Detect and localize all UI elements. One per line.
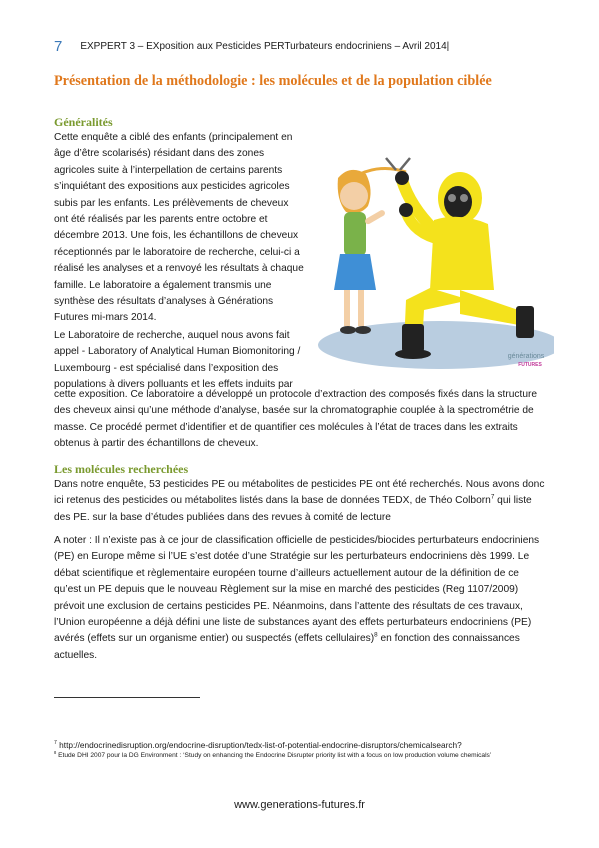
hazmat-illustration xyxy=(310,150,554,374)
footnote-7 xyxy=(54,740,548,750)
illustration-caption-line1: générations xyxy=(507,353,545,360)
paragraph-laboratoire-narrow: Le Laboratoire de recherche, auquel nous avons fait appel - Laboratory of Analytical Human Biomonitoring / Luxembourg - est spécialisé dans l’exposition des populations à divers polluants et les effets induits par xyxy=(54,330,301,391)
footnote-ref-7[interactable]: 7 xyxy=(490,494,495,502)
paragraph-generalites-1: Cette enquête a ciblé des enfants (principalement en âge d’être scolarisés) résidant dans des zones agricoles suite à l’interpellation de certains parents s’inquiétant des expositions aux pesticides agricoles subis par les enfants. Les prélèvements de cheveux ont été réalisés par les parents entre octobre et décembre 2013. Une fois, les échantillons de cheveux réceptionnés par le laboratoire de recherche, celui-ci a réalisé les analyses et a renvoyé les résultats à chaque famille. Le laboratoire a également transmis une synthèse des résultats d’analyses à Générations Futures mi-mars 2014. xyxy=(54,132,304,324)
footer-website[interactable]: www.generations-futures.fr xyxy=(234,799,365,811)
footnote-8-number: 8 xyxy=(54,749,57,755)
footnote-7-number: 7 xyxy=(54,740,57,747)
paragraph-molecules-1-text-b: qui liste des PE. sur la base d’études publiées dans des revues à comité de lecture xyxy=(54,495,532,523)
illustration-caption-line2: FUTURES xyxy=(518,362,542,368)
page-header xyxy=(54,36,554,53)
illustration-image xyxy=(310,150,554,374)
paragraph-note-text-b: en fonction des connaissances actuelles. xyxy=(54,633,520,661)
footnote-8-text: Etude DHI 2007 pour la DG Environment : ‘Study on enhancing the Endocrine Disrupter priority list with a focus on low production volume chemicals’ xyxy=(56,752,492,759)
paragraph-note xyxy=(54,533,548,664)
running-title: EXPPERT 3 – EXposition aux Pesticides PERTurbateurs endocriniens – Avril 2014| xyxy=(80,41,450,52)
paragraph-molecules-1-text-a: Dans notre enquête, 53 pesticides PE ou métabolites de pesticides PE ont été recherchés. Nous avons donc ici retenus des pesticides ou métabolites listés dans la base de données TEDX, de Théo Colborn xyxy=(54,479,545,507)
paragraph-note-text-a: A noter : Il n’existe pas à ce jour de classification officielle de pesticides/biocides perturbateurs endocriniens (PE) en Europe même si l’UE s’est dotée d’une Stratégie sur les perturbateurs endocriniens dès 1999. Le débat scientifique et règlementaire européen tourne d’ailleurs actuellement autour de la définition de ce qu’est un PE depuis que le nouveau Règlement sur la mise en marché des pesticides (Reg 1107/2009) prévoit une exclusion de certains pesticides PE. Néanmoins, dans l’attente des résultats de ces travaux, l’Union européenne a déjà défini une liste de substances ayant des effets perturbateurs endocriniens (PE) avérés (effets sur un organisme entier) ou suspectés (effets cellulaires) xyxy=(54,535,540,645)
footnote-8 xyxy=(54,749,548,760)
section-heading-generalites: Généralités xyxy=(54,115,113,129)
footnote-7-link[interactable]: http://endocrinedisruption.org/endocrine-disruption/tedx-list-of-potential-endocrine-disruptors/chemicalsearch? xyxy=(56,740,462,750)
page-title: Présentation de la méthodologie : les molécules et de la population ciblée xyxy=(54,73,492,89)
paragraph-molecules-1 xyxy=(54,477,548,526)
paragraph-laboratoire-wide: cette exposition. Ce laboratoire a développé un protocole d’extraction des composés fixés dans la structure des cheveux ainsi qu’une méthode d’analyse, basée sur la chromatographie couplée à la spectrométrie de masse. Ce procédé permet d’identifier et de quantifier ces molécules à l’état de traces dans les extraits obtenus à partir des échantillons de cheveux. xyxy=(54,389,538,450)
section-heading-molecules: Les molécules recherchées xyxy=(54,462,189,476)
page-number: 7 xyxy=(54,38,63,55)
footnote-ref-8[interactable]: 8 xyxy=(374,632,378,640)
footnote-separator xyxy=(54,697,200,698)
